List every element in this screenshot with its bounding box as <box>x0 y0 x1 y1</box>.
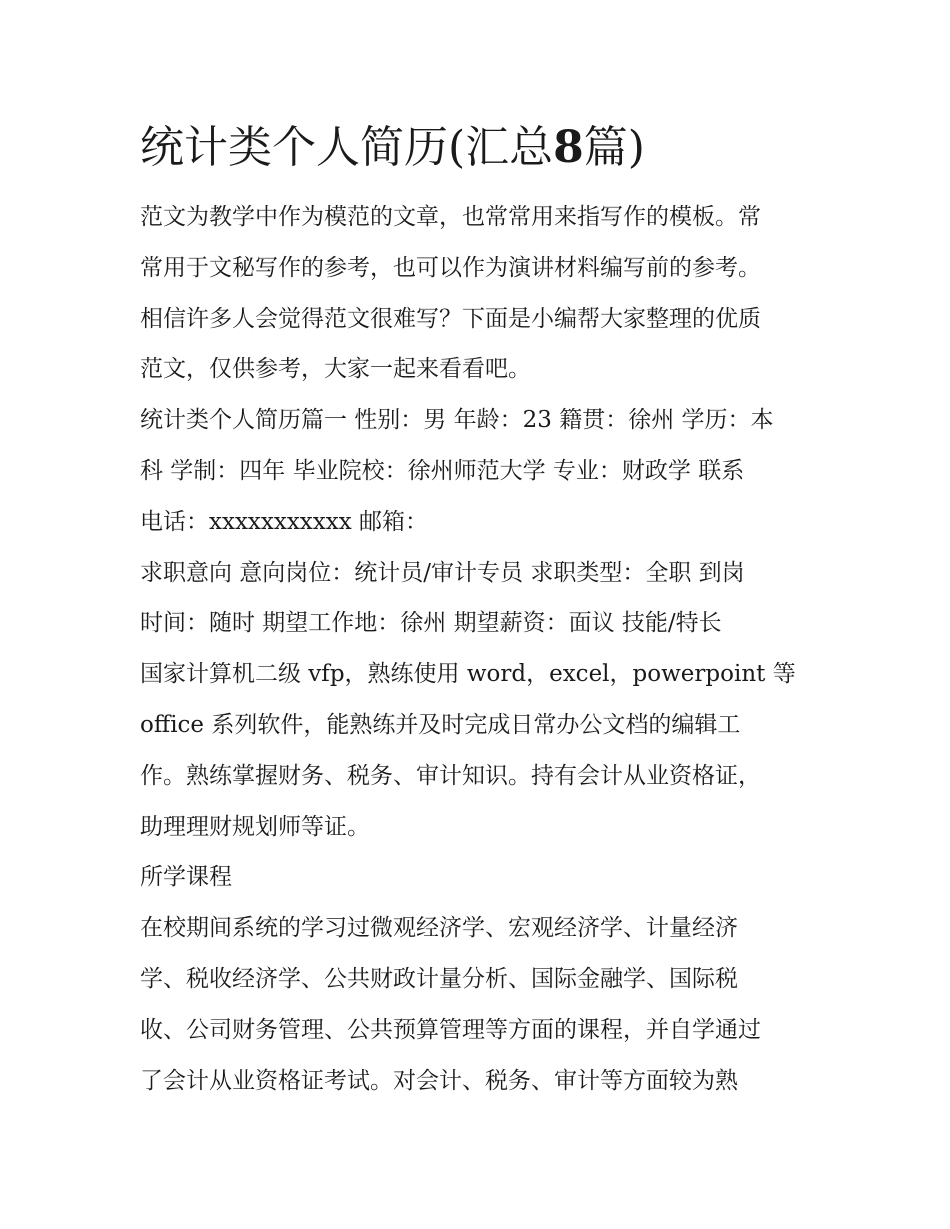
body-line: 相信许多人会觉得范文很难写？下面是小编帮大家整理的优质 <box>140 305 761 332</box>
body-line: 在校期间系统的学习过微观经济学、宏观经济学、计量经济 <box>140 915 738 942</box>
body-line: office 系列软件，能熟练并及时完成日常办公文档的编辑工 <box>140 711 741 738</box>
body-line: 作。熟练掌握财务、税务、审计知识。持有会计从业资格证， <box>140 762 761 789</box>
body-line: 统计类个人简历篇一 性别：男 年龄：23 籍贯：徐州 学历：本 <box>140 407 774 434</box>
title-prefix: 统计类个人简历(汇总 <box>140 122 554 173</box>
body-line: 范文，仅供参考，大家一起来看看吧。 <box>140 356 531 383</box>
body-line: 助理理财规划师等证。 <box>140 813 370 840</box>
body-line: 求职意向 意向岗位：统计员/审计专员 求职类型：全职 到岗 <box>140 559 745 586</box>
section-heading: 所学课程 <box>140 864 232 891</box>
body-line: 收、公司财务管理、公共预算管理等方面的课程，并自学通过 <box>140 1016 761 1043</box>
document-title <box>140 112 820 184</box>
body-line: 科 学制：四年 毕业院校：徐州师范大学 专业：财政学 联系 <box>140 457 745 484</box>
body-line: 学、税收经济学、公共财政计量分析、国际金融学、国际税 <box>140 965 738 992</box>
title-number: 8 <box>553 122 584 173</box>
title-suffix: 篇) <box>583 122 645 173</box>
body-line: 常用于文秘写作的参考，也可以作为演讲材料编写前的参考。 <box>140 254 761 281</box>
body-line: 国家计算机二级 vfp，熟练使用 word，excel，powerpoint 等 <box>140 661 796 688</box>
body-line: 电话：xxxxxxxxxxx 邮箱： <box>140 508 428 535</box>
body-line: 范文为教学中作为模范的文章，也常常用来指写作的模板。常 <box>140 204 761 230</box>
body-line: 时间：随时 期望工作地：徐州 期望薪资：面议 技能/特长 <box>140 610 722 637</box>
body-line: 了会计从业资格证考试。对会计、税务、审计等方面较为熟 <box>140 1067 738 1094</box>
document-page <box>140 112 820 1106</box>
